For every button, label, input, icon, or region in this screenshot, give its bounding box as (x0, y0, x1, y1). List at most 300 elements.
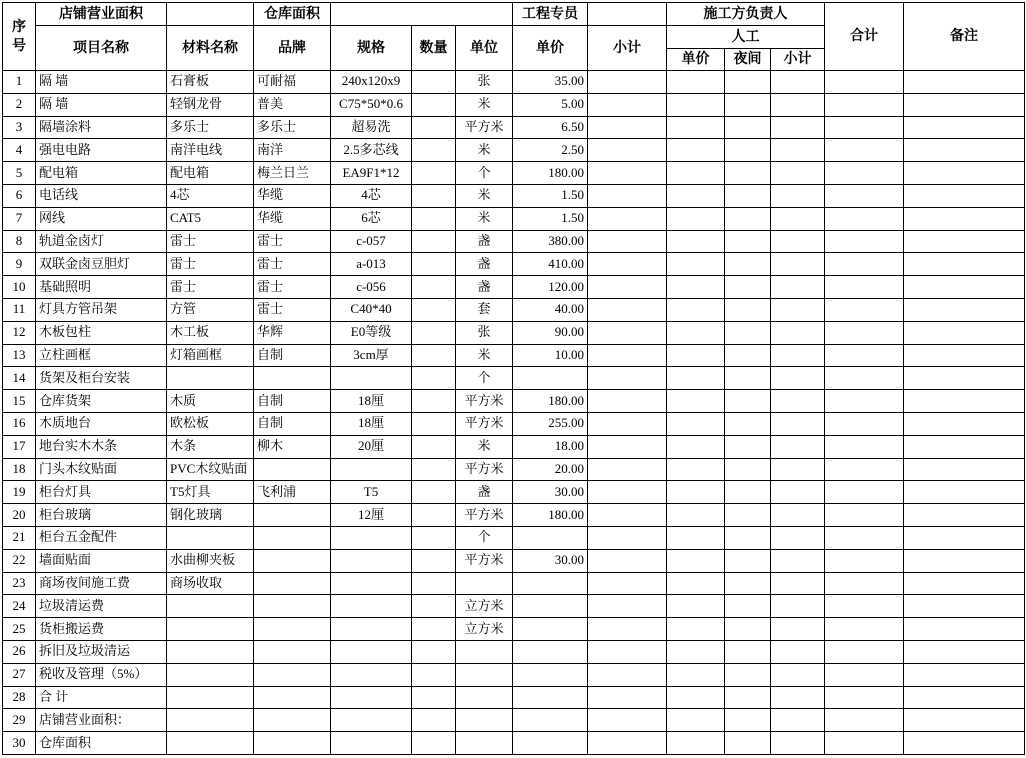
unit-price-cell: 6.50 (513, 116, 588, 139)
subtotal-cell (588, 367, 667, 390)
unit-price-cell: 20.00 (513, 458, 588, 481)
subtotal-cell (588, 481, 667, 504)
material-name-cell: 水曲柳夹板 (167, 549, 254, 572)
contractor-header: 施工方负责人 (667, 3, 825, 26)
subtotal-cell (588, 549, 667, 572)
item-name-cell: 店铺营业面积： (36, 709, 167, 732)
total-cell (825, 504, 904, 527)
brand-cell: 飞利浦 (254, 481, 331, 504)
labor-unit-price-cell (667, 344, 725, 367)
unit-header: 单位 (456, 26, 513, 71)
spec-cell (331, 367, 412, 390)
brand-cell (254, 686, 331, 709)
material-name-cell: 方管 (167, 298, 254, 321)
total-cell (825, 709, 904, 732)
brand-header: 品牌 (254, 26, 331, 71)
subtotal-cell (588, 412, 667, 435)
table-row (3, 276, 1025, 299)
labor-night-cell (725, 207, 771, 230)
row-number: 18 (3, 458, 36, 481)
unit-cell: 平方米 (456, 390, 513, 413)
subtotal-cell (588, 390, 667, 413)
item-name-cell: 墙面贴面 (36, 549, 167, 572)
labor-subtotal-cell (771, 230, 825, 253)
unit-price-header: 单价 (513, 26, 588, 71)
remarks-cell (904, 207, 1025, 230)
row-number: 13 (3, 344, 36, 367)
unit-price-cell (513, 572, 588, 595)
quantity-cell (412, 139, 456, 162)
labor-unit-price-cell (667, 458, 725, 481)
labor-unit-price-cell (667, 230, 725, 253)
quantity-cell (412, 207, 456, 230)
unit-cell: 米 (456, 93, 513, 116)
item-name-cell: 立柱画框 (36, 344, 167, 367)
row-number: 16 (3, 412, 36, 435)
unit-cell: 张 (456, 321, 513, 344)
labor-night-cell (725, 663, 771, 686)
labor-night-cell (725, 526, 771, 549)
subtotal-cell (588, 298, 667, 321)
remarks-cell (904, 458, 1025, 481)
brand-cell: 多乐士 (254, 116, 331, 139)
spec-cell: C40*40 (331, 298, 412, 321)
unit-cell: 盏 (456, 253, 513, 276)
unit-cell: 米 (456, 344, 513, 367)
material-name-cell: 木质 (167, 390, 254, 413)
item-name-cell: 轨道金卤灯 (36, 230, 167, 253)
labor-night-cell (725, 709, 771, 732)
quantity-header: 数量 (412, 26, 456, 71)
labor-unit-price-cell (667, 162, 725, 185)
material-name-cell (167, 595, 254, 618)
remarks-cell (904, 298, 1025, 321)
brand-cell: 华缆 (254, 207, 331, 230)
row-number: 28 (3, 686, 36, 709)
material-name-cell (167, 640, 254, 663)
unit-cell: 平方米 (456, 504, 513, 527)
labor-unit-price-cell (667, 276, 725, 299)
row-number: 21 (3, 526, 36, 549)
item-name-header: 项目名称 (36, 26, 167, 71)
unit-cell: 盏 (456, 276, 513, 299)
unit-price-cell: 90.00 (513, 321, 588, 344)
labor-unit-price-cell (667, 435, 725, 458)
item-name-cell: 双联金卤豆胆灯 (36, 253, 167, 276)
labor-subtotal-cell (771, 71, 825, 94)
unit-cell: 米 (456, 139, 513, 162)
total-cell (825, 732, 904, 755)
item-name-cell: 网线 (36, 207, 167, 230)
remarks-cell (904, 230, 1025, 253)
spec-cell: EA9F1*12 (331, 162, 412, 185)
row-number: 15 (3, 390, 36, 413)
labor-subtotal-cell (771, 526, 825, 549)
labor-subtotal-cell (771, 458, 825, 481)
labor-unit-price-cell (667, 184, 725, 207)
warehouse-area-label: 仓库面积 (254, 3, 331, 26)
unit-cell: 盏 (456, 481, 513, 504)
brand-cell (254, 709, 331, 732)
brand-cell (254, 732, 331, 755)
item-name-cell: 电话线 (36, 184, 167, 207)
subtotal-cell (588, 709, 667, 732)
unit-price-cell: 40.00 (513, 298, 588, 321)
item-name-cell: 隔 墙 (36, 93, 167, 116)
row-number: 22 (3, 549, 36, 572)
labor-night-cell (725, 595, 771, 618)
remarks-cell (904, 116, 1025, 139)
quantity-cell (412, 732, 456, 755)
quantity-cell (412, 504, 456, 527)
material-name-cell: 雷士 (167, 253, 254, 276)
unit-price-cell (513, 526, 588, 549)
quantity-cell (412, 709, 456, 732)
table-row (3, 709, 1025, 732)
subtotal-cell (588, 595, 667, 618)
brand-cell: 自制 (254, 390, 331, 413)
labor-subtotal-cell (771, 618, 825, 641)
labor-subtotal-cell (771, 663, 825, 686)
total-cell (825, 640, 904, 663)
total-cell (825, 253, 904, 276)
quantity-cell (412, 71, 456, 94)
unit-price-cell (513, 732, 588, 755)
item-name-cell: 隔墙涂料 (36, 116, 167, 139)
labor-unit-price-cell (667, 640, 725, 663)
unit-price-cell: 120.00 (513, 276, 588, 299)
spec-cell: c-057 (331, 230, 412, 253)
unit-price-cell: 5.00 (513, 93, 588, 116)
brand-cell (254, 504, 331, 527)
material-name-cell (167, 732, 254, 755)
quantity-cell (412, 344, 456, 367)
spec-cell (331, 595, 412, 618)
material-name-cell: 4芯 (167, 184, 254, 207)
total-cell (825, 412, 904, 435)
labor-night-cell (725, 390, 771, 413)
total-cell (825, 162, 904, 185)
row-number: 29 (3, 709, 36, 732)
subtotal-cell (588, 732, 667, 755)
spec-cell: 超易洗 (331, 116, 412, 139)
row-number: 26 (3, 640, 36, 663)
remarks-cell (904, 390, 1025, 413)
row-number: 4 (3, 139, 36, 162)
spec-cell: 240x120x9 (331, 71, 412, 94)
quantity-cell (412, 162, 456, 185)
labor-unit-price-cell (667, 618, 725, 641)
row-number: 24 (3, 595, 36, 618)
labor-unit-price-cell (667, 526, 725, 549)
total-cell (825, 184, 904, 207)
remarks-cell (904, 93, 1025, 116)
shop-area-value (167, 3, 254, 26)
unit-cell (456, 732, 513, 755)
subtotal-cell (588, 458, 667, 481)
brand-cell: 南洋 (254, 139, 331, 162)
total-cell (825, 93, 904, 116)
seq-header-label: 序号 (12, 19, 26, 54)
row-number: 8 (3, 230, 36, 253)
table-row (3, 116, 1025, 139)
labor-night-cell (725, 276, 771, 299)
spec-cell: c-056 (331, 276, 412, 299)
labor-unit-price-header: 单价 (667, 49, 725, 71)
labor-unit-price-cell (667, 572, 725, 595)
brand-cell (254, 458, 331, 481)
total-cell (825, 663, 904, 686)
unit-cell: 米 (456, 435, 513, 458)
labor-subtotal-cell (771, 549, 825, 572)
unit-price-cell: 1.50 (513, 207, 588, 230)
table-row (3, 321, 1025, 344)
unit-price-cell: 380.00 (513, 230, 588, 253)
warehouse-area-value (331, 3, 513, 26)
material-name-cell: 雷士 (167, 276, 254, 299)
item-name-cell: 仓库货架 (36, 390, 167, 413)
material-name-cell: 轻钢龙骨 (167, 93, 254, 116)
table-row (3, 504, 1025, 527)
row-number: 12 (3, 321, 36, 344)
spec-cell (331, 458, 412, 481)
remarks-cell (904, 71, 1025, 94)
unit-cell (456, 663, 513, 686)
labor-unit-price-cell (667, 93, 725, 116)
table-row (3, 663, 1025, 686)
row-number: 2 (3, 93, 36, 116)
unit-price-cell: 410.00 (513, 253, 588, 276)
item-name-cell: 灯具方管吊架 (36, 298, 167, 321)
subtotal-cell (588, 184, 667, 207)
brand-cell: 自制 (254, 412, 331, 435)
labor-subtotal-cell (771, 572, 825, 595)
subtotal-cell (588, 116, 667, 139)
spec-cell: 6芯 (331, 207, 412, 230)
labor-night-cell (725, 458, 771, 481)
row-number: 7 (3, 207, 36, 230)
remarks-cell (904, 732, 1025, 755)
labor-unit-price-cell (667, 595, 725, 618)
labor-unit-price-cell (667, 139, 725, 162)
labor-subtotal-cell (771, 640, 825, 663)
spec-cell (331, 572, 412, 595)
subtotal-cell (588, 344, 667, 367)
item-name-cell: 木板包柱 (36, 321, 167, 344)
labor-subtotal-cell (771, 435, 825, 458)
labor-subtotal-cell (771, 595, 825, 618)
material-name-cell: CAT5 (167, 207, 254, 230)
unit-price-cell: 10.00 (513, 344, 588, 367)
total-cell (825, 481, 904, 504)
remarks-cell (904, 344, 1025, 367)
brand-cell: 雷士 (254, 253, 331, 276)
unit-cell (456, 686, 513, 709)
unit-cell (456, 709, 513, 732)
labor-night-cell (725, 481, 771, 504)
table-row (3, 184, 1025, 207)
item-name-cell: 合 计 (36, 686, 167, 709)
item-name-cell: 木质地台 (36, 412, 167, 435)
brand-cell (254, 663, 331, 686)
quantity-cell (412, 184, 456, 207)
subtotal-cell (588, 230, 667, 253)
remarks-cell (904, 663, 1025, 686)
table-row (3, 93, 1025, 116)
labor-subtotal-cell (771, 732, 825, 755)
row-number: 6 (3, 184, 36, 207)
subtotal-cell (588, 526, 667, 549)
seq-header (3, 3, 36, 71)
unit-cell: 平方米 (456, 412, 513, 435)
table-row (3, 367, 1025, 390)
table-row (3, 458, 1025, 481)
table-row (3, 207, 1025, 230)
unit-cell: 平方米 (456, 116, 513, 139)
labor-subtotal-cell (771, 412, 825, 435)
table-row (3, 230, 1025, 253)
spec-cell (331, 709, 412, 732)
material-name-cell: 木工板 (167, 321, 254, 344)
remarks-cell (904, 253, 1025, 276)
labor-subtotal-cell (771, 390, 825, 413)
total-cell (825, 367, 904, 390)
quantity-cell (412, 526, 456, 549)
remarks-cell (904, 321, 1025, 344)
total-cell (825, 618, 904, 641)
item-name-cell: 仓库面积 (36, 732, 167, 755)
material-name-cell (167, 618, 254, 641)
remarks-cell (904, 139, 1025, 162)
material-name-cell (167, 663, 254, 686)
quantity-cell (412, 412, 456, 435)
total-cell (825, 71, 904, 94)
labor-header: 人工 (667, 26, 825, 49)
unit-price-cell: 18.00 (513, 435, 588, 458)
row-number: 9 (3, 253, 36, 276)
subtotal-cell (588, 276, 667, 299)
unit-cell: 立方米 (456, 618, 513, 641)
unit-price-cell: 180.00 (513, 390, 588, 413)
subtotal-cell (588, 207, 667, 230)
remarks-cell (904, 184, 1025, 207)
total-header: 合计 (825, 3, 904, 71)
unit-price-cell (513, 686, 588, 709)
spec-cell: 2.5多芯线 (331, 139, 412, 162)
material-name-cell: 雷士 (167, 230, 254, 253)
spec-header: 规格 (331, 26, 412, 71)
table-row (3, 481, 1025, 504)
labor-night-cell (725, 344, 771, 367)
shop-area-label: 店铺营业面积 (36, 3, 167, 26)
quantity-cell (412, 572, 456, 595)
table-row (3, 595, 1025, 618)
unit-price-cell: 180.00 (513, 162, 588, 185)
unit-cell (456, 640, 513, 663)
spec-cell (331, 618, 412, 641)
total-cell (825, 595, 904, 618)
total-cell (825, 686, 904, 709)
labor-subtotal-cell (771, 162, 825, 185)
brand-cell (254, 367, 331, 390)
table-body (3, 71, 1025, 755)
spec-cell (331, 663, 412, 686)
labor-subtotal-cell (771, 139, 825, 162)
subtotal-cell (588, 162, 667, 185)
spec-cell: 18厘 (331, 390, 412, 413)
labor-subtotal-cell (771, 276, 825, 299)
labor-unit-price-cell (667, 253, 725, 276)
unit-price-cell (513, 618, 588, 641)
spec-cell: 18厘 (331, 412, 412, 435)
brand-cell (254, 572, 331, 595)
labor-night-cell (725, 184, 771, 207)
subtotal-cell (588, 321, 667, 344)
item-name-cell: 柜台灯具 (36, 481, 167, 504)
quantity-cell (412, 298, 456, 321)
quantity-cell (412, 116, 456, 139)
brand-cell (254, 618, 331, 641)
material-name-cell: PVC木纹贴面 (167, 458, 254, 481)
row-number: 17 (3, 435, 36, 458)
remarks-cell (904, 435, 1025, 458)
remarks-cell (904, 162, 1025, 185)
quantity-cell (412, 458, 456, 481)
subtotal-cell (588, 686, 667, 709)
table-row (3, 549, 1025, 572)
remarks-cell (904, 618, 1025, 641)
labor-subtotal-cell (771, 709, 825, 732)
labor-unit-price-cell (667, 298, 725, 321)
total-cell (825, 572, 904, 595)
spec-cell: E0等级 (331, 321, 412, 344)
table-row (3, 71, 1025, 94)
spec-cell (331, 526, 412, 549)
unit-price-cell (513, 663, 588, 686)
subtotal-cell (588, 139, 667, 162)
material-name-cell: 多乐士 (167, 116, 254, 139)
labor-unit-price-cell (667, 367, 725, 390)
labor-night-cell (725, 253, 771, 276)
brand-cell (254, 595, 331, 618)
labor-subtotal-cell (771, 367, 825, 390)
labor-night-cell (725, 732, 771, 755)
table-row (3, 640, 1025, 663)
total-cell (825, 458, 904, 481)
row-number: 3 (3, 116, 36, 139)
unit-price-cell: 2.50 (513, 139, 588, 162)
row-number: 25 (3, 618, 36, 641)
labor-night-cell (725, 93, 771, 116)
remarks-cell (904, 367, 1025, 390)
labor-night-cell (725, 367, 771, 390)
unit-cell: 个 (456, 367, 513, 390)
spec-cell (331, 686, 412, 709)
unit-cell: 平方米 (456, 458, 513, 481)
labor-night-cell (725, 504, 771, 527)
spec-cell: 4芯 (331, 184, 412, 207)
spec-cell (331, 549, 412, 572)
brand-cell: 自制 (254, 344, 331, 367)
remarks-cell (904, 640, 1025, 663)
labor-subtotal-cell (771, 321, 825, 344)
total-cell (825, 207, 904, 230)
labor-night-cell (725, 298, 771, 321)
table-row (3, 139, 1025, 162)
total-cell (825, 276, 904, 299)
item-name-cell: 配电箱 (36, 162, 167, 185)
material-name-header: 材料名称 (167, 26, 254, 71)
